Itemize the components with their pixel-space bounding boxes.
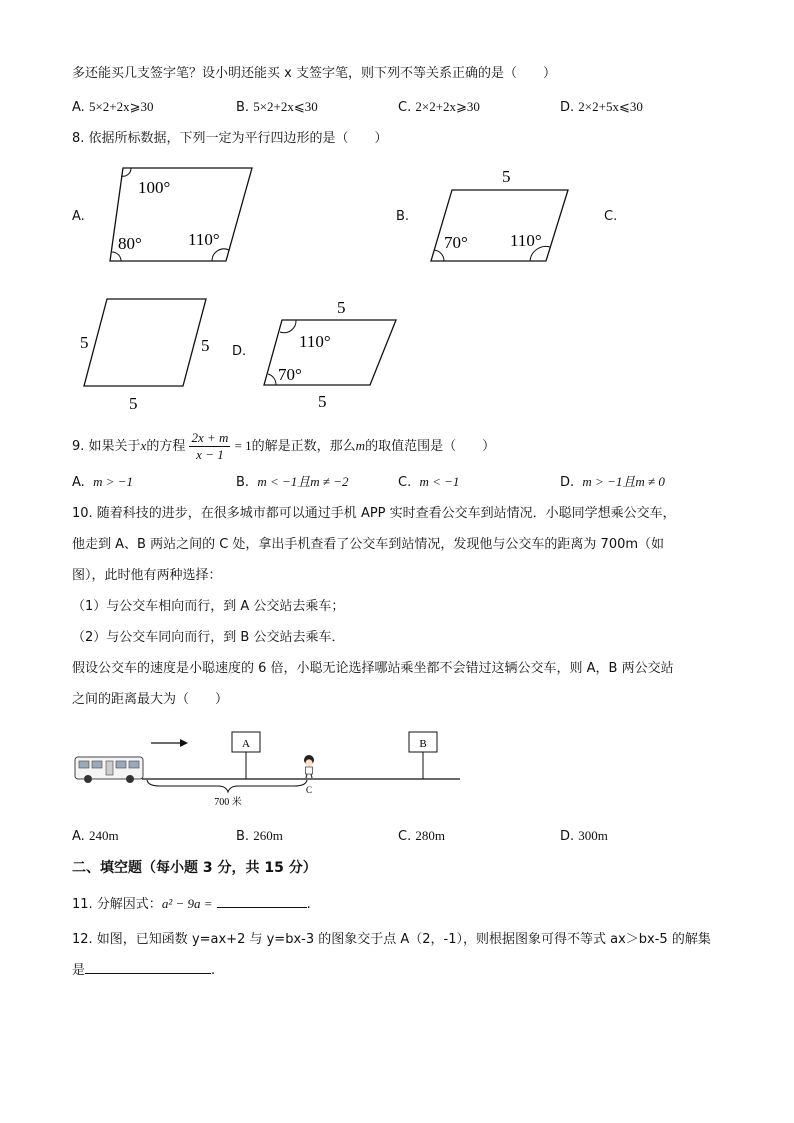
q12-line2: 是 .: [72, 963, 216, 978]
q9-option-c: C. m < −1: [398, 474, 460, 490]
q10-line7: 之间的距离最大为（ ）: [72, 692, 229, 707]
q10-line1: 10. 随着科技的进步，在很多城市都可以通过手机 APP 实时查看公交车到站情况．小聪同学想乘公交车，: [72, 506, 676, 521]
q10-line5: （2）与公交车同向而行，到 B 公交站去乘车．: [72, 630, 345, 645]
q8-figure-a: [100, 160, 270, 270]
q10-line4: （1）与公交车相向而行，到 A 公交站去乘车；: [72, 599, 345, 614]
q12-answer-blank: [85, 961, 211, 974]
person-icon: [304, 755, 314, 778]
station-a-label: A: [242, 738, 250, 750]
q10-figure: [72, 728, 464, 808]
point-c-label: C: [305, 785, 313, 795]
q10-line6: 假设公交车的速度是小聪速度的 6 倍，小聪无论选择哪站乘坐都不会错过这辆公交车，则 A，B 两公交站: [72, 661, 674, 676]
fig-d-top: 5: [337, 298, 346, 317]
q10-line3: 图），此时他有两种选择：: [72, 568, 222, 583]
q11-stem: 11. 分解因式：a² − 9a = .: [72, 896, 311, 912]
fig-b-angle-bl: 70°: [444, 233, 468, 252]
q9-option-b: B. m < −1且m ≠ −2: [236, 474, 349, 490]
q7-option-a: A. 5×2+2x⩾30: [72, 99, 154, 115]
fig-b-side: 5: [502, 167, 511, 186]
q10-option-d: D. 300m: [560, 828, 608, 844]
q7-stem: 多还能买几支签字笔？设小明还能买 x 支签字笔，则下列不等关系正确的是（ ）: [72, 66, 556, 81]
fig-c-right: 5: [201, 336, 210, 355]
q8-label-a: A.: [72, 209, 85, 224]
fig-d-angle-bl: 70°: [278, 365, 302, 384]
q8-label-c: C.: [604, 209, 618, 224]
q7-option-d: D. 2×2+5x⩽30: [560, 99, 643, 115]
fig-a-angle-br: 110°: [188, 230, 220, 249]
fig-c-left: 5: [80, 333, 89, 352]
q9-option-d: D. m > −1且m ≠ 0: [560, 474, 665, 490]
fig-b-angle-br: 110°: [510, 231, 542, 250]
q7-option-c: C. 2×2+2x⩾30: [398, 99, 480, 115]
station-b-label: B: [419, 738, 427, 750]
fig-d-angle-tl: 110°: [299, 332, 331, 351]
fig-c-bottom: 5: [129, 394, 138, 413]
q10-option-c: C. 280m: [398, 828, 445, 844]
q12-line1: 12. 如图，已知函数 y=ax+2 与 y=bx-3 的图象交于点 A（2，-1），则根据图象可得不等式 ax＞bx-5 的解集: [72, 932, 711, 947]
q11-answer-blank: [217, 895, 307, 908]
fig-a-angle-bl: 80°: [118, 234, 142, 253]
fig-a-angle-top: 100°: [138, 178, 171, 197]
q9-stem: 9. 如果关于x的方程 $\frac{2x + m}{x - 1}$ = 1的解是正数，那么m的取值范围是（ ）: [72, 430, 496, 462]
q8-label-b: B.: [396, 209, 410, 224]
q9-fraction: $\frac{2x + m}{x - 1}$: [191, 430, 229, 462]
q8-figure-d: [252, 292, 412, 414]
q7-option-b: B. 5×2+2x⩽30: [236, 99, 318, 115]
section-heading: 二、填空题（每小题 3 分，共 15 分）: [72, 860, 317, 876]
q8-label-d: D.: [232, 344, 247, 359]
q8-figure-c: [70, 290, 230, 415]
q9-option-a: A. m > −1: [72, 474, 133, 490]
q10-option-a: A. 240m: [72, 828, 119, 844]
q10-line2: 他走到 A、B 两站之间的 C 处，拿出手机查看了公交车到站情况，发现他与公交车的距离为 700m（如: [72, 537, 665, 552]
q10-option-b: B. 260m: [236, 828, 283, 844]
bus-icon: [75, 757, 143, 783]
q8-stem: 8. 依据所标数据，下列一定为平行四边形的是（ ）: [72, 131, 388, 146]
q8-figure-b: [420, 162, 580, 270]
distance-label: 700 米: [214, 797, 242, 808]
fig-d-bottom: 5: [318, 392, 327, 411]
